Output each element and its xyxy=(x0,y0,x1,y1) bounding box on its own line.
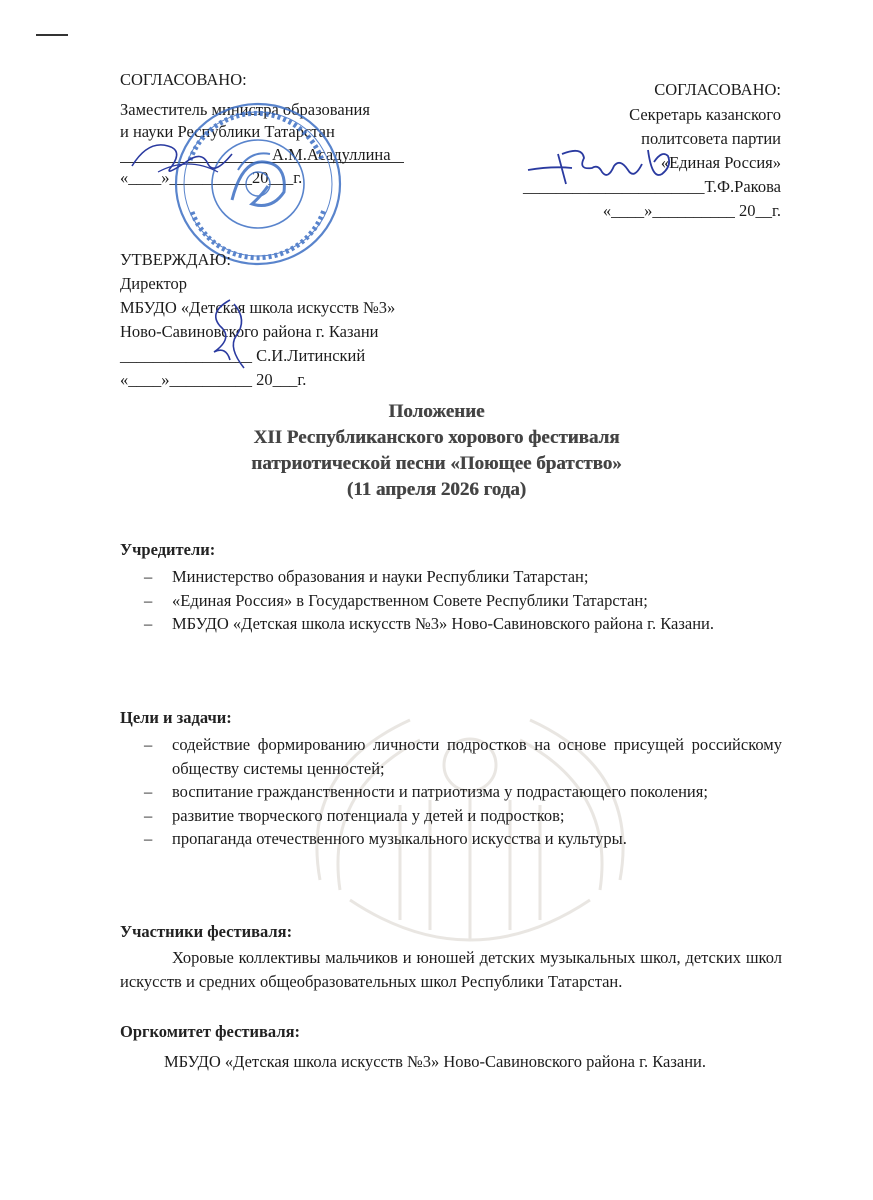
committee-heading: Оргкомитет фестиваля: xyxy=(120,1022,300,1041)
participants-text: Хоровые коллективы мальчиков и юношей детских музыкальных школ, детских школ искусств и средних общеобразовательных школ Республики Татарстан. xyxy=(120,948,782,991)
goals-heading: Цели и задачи: xyxy=(120,708,232,727)
approval-right-date: «____»__________ 20__г. xyxy=(602,201,781,220)
approval-left-line2: и науки Республики Татарстан xyxy=(120,122,335,141)
approved-heading: УТВЕРЖДАЮ: xyxy=(120,250,231,269)
director-signature-icon xyxy=(200,296,260,372)
approved-signature-line: ________________ С.И.Литинский xyxy=(120,346,366,365)
goals-item: – развитие творческого потенциала у детей и подростков; xyxy=(144,805,565,825)
document-subtitle-line2: патриотической песни «Поющее братство» xyxy=(251,453,622,474)
approved-line1: Директор xyxy=(120,274,187,293)
right-signature-icon xyxy=(522,140,692,192)
participants-heading: Участники фестиваля: xyxy=(120,922,293,941)
round-seal-stamp-icon xyxy=(172,100,344,268)
founders-item: – «Единая Россия» в Государственном Совете Республики Татарстан; xyxy=(144,590,648,610)
approval-right-signature-line: ______________________Т.Ф.Ракова xyxy=(522,177,781,196)
approved-line2: МБУДО «Детская школа искусств №3» xyxy=(120,298,396,317)
approval-right-line1: Секретарь казанского xyxy=(629,105,781,124)
top-margin-mark xyxy=(36,34,68,36)
goals-list xyxy=(120,733,782,851)
approval-right-line3: «Единая Россия» xyxy=(660,153,781,172)
approved-date: «____»__________ 20___г. xyxy=(120,370,307,389)
founders-item: – МБУДО «Детская школа искусств №3» Ново-Савиновского района г. Казани. xyxy=(144,614,714,633)
approval-left-date: «____»__________20___г. xyxy=(120,168,303,187)
founders-list xyxy=(120,565,782,636)
approval-right-heading: СОГЛАСОВАНО: xyxy=(654,80,781,99)
document-date: (11 апреля 2026 года) xyxy=(346,479,527,500)
document-subtitle-line1: XII Республиканского хорового фестиваля xyxy=(253,427,620,448)
founders-item: – Министерство образования и науки Республики Татарстан; xyxy=(144,567,589,586)
approval-right-line2: политсовета партии xyxy=(641,129,781,148)
goals-item: – воспитание гражданственности и патриотизма у подрастающего поколения; xyxy=(144,782,708,801)
document-title: Положение xyxy=(388,401,485,422)
goals-item: – содействие формированию личности подростков на основе присущей российскому обществу системы ценностей; xyxy=(144,735,782,778)
approval-left-signatory: А.М.Асадуллина xyxy=(272,145,391,164)
committee-text: МБУДО «Детская школа искусств №3» Ново-Савиновского района г. Казани. xyxy=(164,1052,706,1071)
left-signature-icon xyxy=(128,132,238,184)
approval-left-heading: СОГЛАСОВАНО: xyxy=(120,70,247,89)
approved-line3: Ново-Савиновского района г. Казани xyxy=(120,322,379,341)
approval-left-line1: Заместитель министра образования xyxy=(120,100,370,119)
goals-item: – пропаганда отечественного музыкального искусства и культуры. xyxy=(144,829,627,848)
founders-heading: Учредители: xyxy=(120,540,216,559)
